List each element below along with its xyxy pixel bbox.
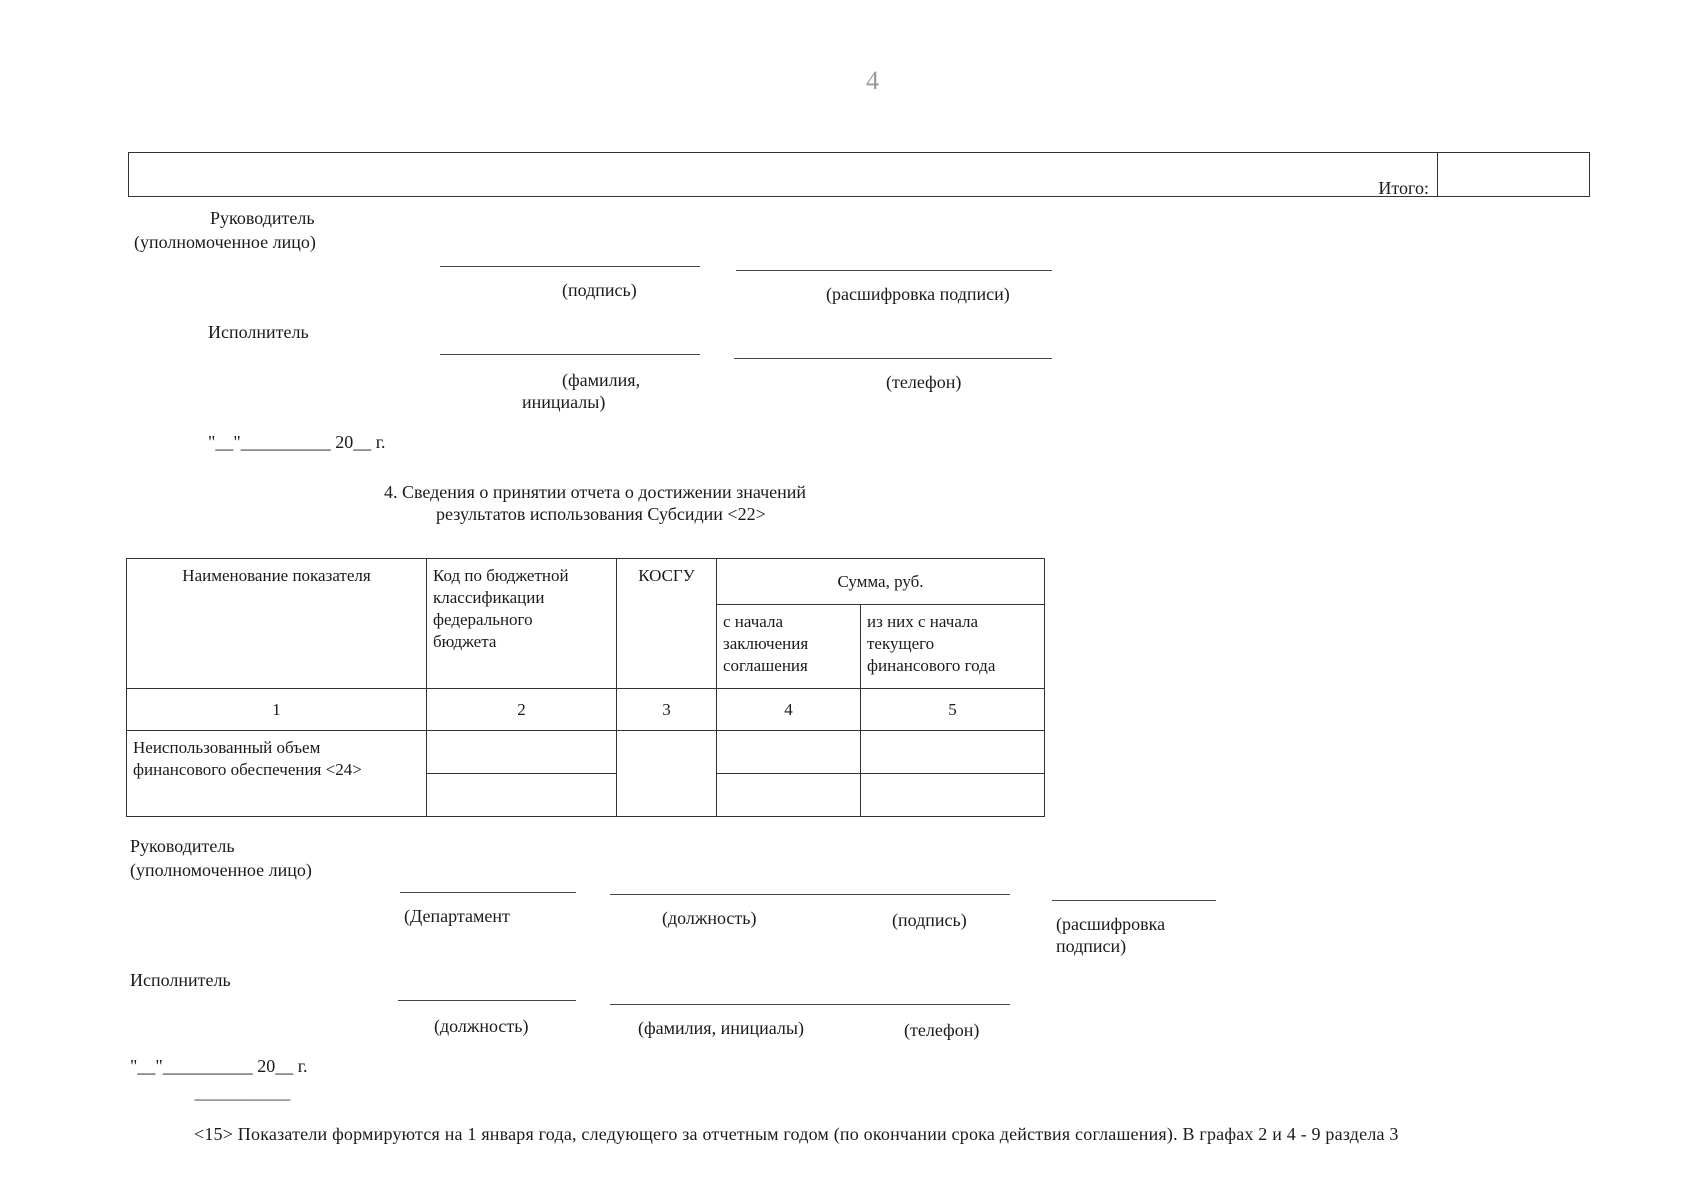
header-kbk: Код по бюджетной классификации федерального бюджета <box>427 559 617 689</box>
total-table <box>128 152 1590 197</box>
decode-caption: (расшифровка подписи) <box>826 284 1010 304</box>
initials-caption: инициалы) <box>522 392 606 412</box>
header-sum-year: из них с начала текущего финансового года <box>861 605 1045 689</box>
decode2-caption: (расшифровка <box>1056 914 1166 934</box>
surname-caption: (фамилия, <box>562 370 641 390</box>
executor-label: Исполнитель <box>208 322 309 342</box>
row-label-unused-volume: Неиспользованный объем финансового обеспечения <24> <box>127 731 427 817</box>
surname-line[interactable] <box>440 354 700 355</box>
col-number-4: 4 <box>717 689 861 731</box>
footnote-separator: -------------------------------- <box>194 1092 290 1106</box>
total-label: Итого: <box>1378 178 1429 198</box>
col-number-3: 3 <box>617 689 717 731</box>
phone-caption: (телефон) <box>886 372 962 392</box>
signature2-caption: (подпись) <box>892 910 967 930</box>
header-sum: Сумма, руб. <box>717 559 1045 605</box>
col-number-1: 1 <box>127 689 427 731</box>
executor2-label: Исполнитель <box>130 970 231 990</box>
section-title: 4. Сведения о принятии отчета о достижении значений <box>384 482 807 502</box>
position-signature-line[interactable] <box>610 894 1010 895</box>
position-caption: (должность) <box>662 908 757 928</box>
signature-line[interactable] <box>440 266 700 267</box>
header-sum-start: с начала заключения соглашения <box>717 605 861 689</box>
date2-line[interactable]: "__"__________ 20__ г. <box>130 1056 308 1076</box>
col-number-2: 2 <box>427 689 617 731</box>
exec-position-caption: (должность) <box>434 1016 529 1036</box>
exec-position-line[interactable] <box>398 1000 576 1001</box>
exec-phone-caption: (телефон) <box>904 1020 980 1040</box>
page-number: 4 <box>866 66 879 95</box>
header-name: Наименование показателя <box>127 559 427 689</box>
head2-sublabel: (уполномоченное лицо) <box>130 860 312 880</box>
exec-name-phone-line[interactable] <box>610 1004 1010 1005</box>
cell-sum-start-2[interactable] <box>717 774 861 817</box>
cell-sum-year-2[interactable] <box>861 774 1045 817</box>
cell-kosgu[interactable] <box>617 731 717 817</box>
decode2-caption-line2: подписи) <box>1056 936 1127 956</box>
date-line[interactable]: "__"__________ 20__ г. <box>208 432 386 452</box>
cell-sum-start-1[interactable] <box>717 731 861 774</box>
cell-sum-year-1[interactable] <box>861 731 1045 774</box>
exec-name-caption: (фамилия, инициалы) <box>638 1018 804 1038</box>
section4-table <box>126 558 1045 817</box>
footnote-15: <15> Показатели формируются на 1 января года, следующего за отчетным годом (по окончании срока действия соглашения). В графах 2 и 4 - 9 раздела 3 <box>194 1124 1399 1144</box>
department-line[interactable] <box>400 892 576 893</box>
decode2-line[interactable] <box>1052 900 1216 901</box>
section-subtitle: результатов использования Субсидии <22> <box>436 504 766 524</box>
signature-caption: (подпись) <box>562 280 637 300</box>
decode-line[interactable] <box>736 270 1052 271</box>
header-kosgu: КОСГУ <box>617 559 717 689</box>
head-label: Руководитель <box>210 208 315 228</box>
col-number-5: 5 <box>861 689 1045 731</box>
phone-line[interactable] <box>734 358 1052 359</box>
department-caption: (Департамент <box>404 906 510 926</box>
head-sublabel: (уполномоченное лицо) <box>134 232 316 252</box>
total-value-cell[interactable] <box>1437 153 1589 196</box>
cell-kbk-2[interactable] <box>427 774 617 817</box>
cell-kbk-1[interactable] <box>427 731 617 774</box>
head2-label: Руководитель <box>130 836 235 856</box>
